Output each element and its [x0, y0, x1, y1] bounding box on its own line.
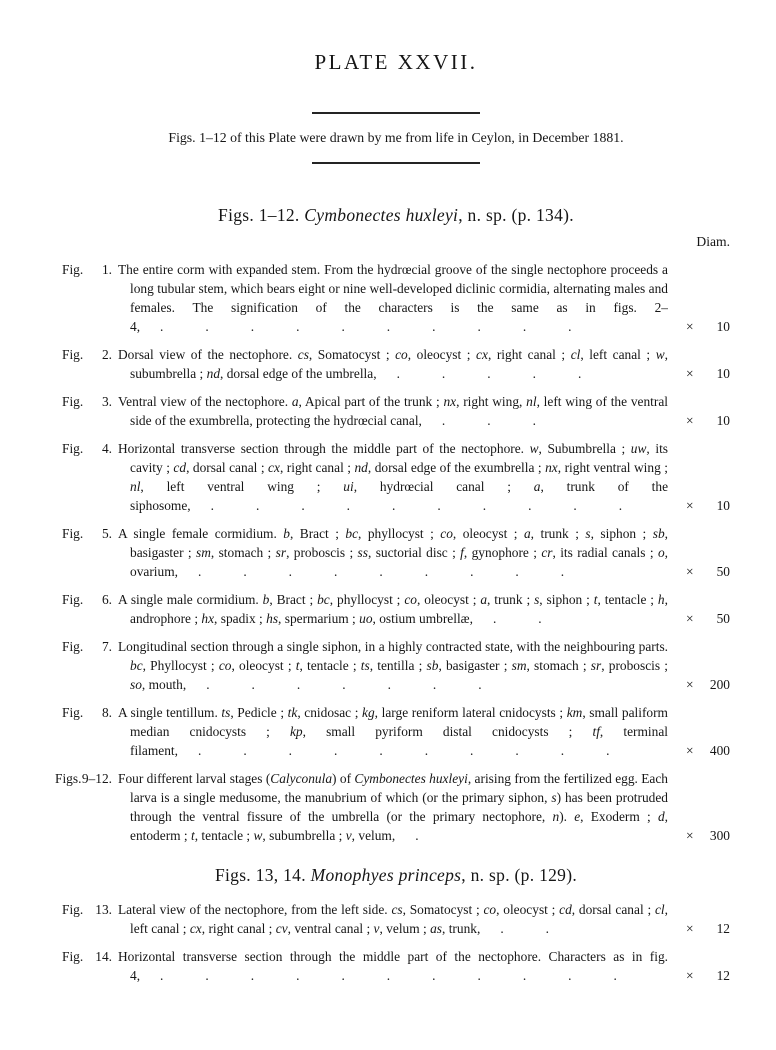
text-run: A single tentillum. — [118, 705, 222, 720]
text-run: , dorsal edge of the exumbrella ; — [367, 460, 546, 475]
entry-label-number: 7. — [101, 639, 112, 654]
entry-label-prefix: Fig. — [62, 639, 84, 654]
text-run: , ovarium, — [130, 545, 668, 579]
entry-label-number: 4. — [101, 441, 112, 456]
text-run: Ventral view of the nectophore. — [118, 394, 292, 409]
entry-label — [62, 524, 112, 543]
text-run: , n. sp. (p. 134). — [458, 205, 574, 225]
entry-label-prefix: Fig. — [62, 347, 84, 362]
text-run: ) has been protruded through the ventral fissure of the umbrella (or the primary nectophore, — [130, 790, 668, 824]
text-run: , dorsal edge of the umbrella, — [220, 366, 377, 381]
text-run: , dorsal canal ; — [186, 460, 269, 475]
diam-column-label: Diam. — [696, 234, 730, 249]
entry-label-number: 13. — [95, 902, 112, 917]
entry-label — [62, 637, 112, 656]
figure-entry — [62, 703, 730, 760]
italic-term: kp — [289, 724, 303, 739]
entry-label-prefix: Figs. — [55, 771, 82, 786]
entry-label-number: 9–12. — [81, 771, 112, 786]
magnification-value: 10 — [716, 319, 730, 334]
text-run: , right canal ; — [487, 347, 571, 362]
text-run: , phyllocyst ; — [329, 592, 405, 607]
text-run: , oleocyst ; — [407, 347, 477, 362]
multiply-sign: × — [686, 611, 694, 626]
italic-term: nx — [545, 460, 558, 475]
entry-description — [118, 900, 668, 938]
text-run: , trunk ; — [530, 526, 586, 541]
text-run: , stomach ; — [526, 658, 591, 673]
entry-label-number: 8. — [101, 705, 112, 720]
text-run: , Somatocyst ; — [402, 902, 484, 917]
entry-description — [118, 439, 668, 515]
magnification — [686, 919, 730, 938]
italic-term: bc — [345, 526, 359, 541]
text-run: , tentilla ; — [369, 658, 427, 673]
entry-label-prefix: Fig. — [62, 949, 84, 964]
entry-label-number: 6. — [101, 592, 112, 607]
italic-term: sr — [590, 658, 602, 673]
text-run: , arising from the fertilized egg. Each larva is a single medusome, the manubrium of which (or the primary siphon, — [130, 771, 668, 805]
multiply-sign: × — [686, 828, 694, 843]
text-run: , its radial canals ; — [552, 545, 658, 560]
leader-dots: ......... — [197, 564, 607, 579]
magnification — [686, 364, 730, 383]
entry-label — [62, 260, 112, 279]
figure-entry — [62, 392, 730, 430]
text-run: , right canal ; — [201, 921, 276, 936]
text-run: , proboscis ; — [601, 658, 668, 673]
text-run: , cnidosac ; — [297, 705, 363, 720]
text-run: , left canal ; — [130, 902, 668, 936]
multiply-sign: × — [686, 366, 694, 381]
entry-label-prefix: Fig. — [62, 592, 84, 607]
text-run: The entire corm with expanded stem. From the hydrœcial groove of the single nectophore proceeds a long tubular stem, which bears eight or nine well-developed diclinic cormidia, alternating males and females. The signification of the characters is the same as in figs. 2–4, — [118, 262, 668, 334]
text-run: , oleocyst ; — [416, 592, 481, 607]
italic-term: s — [551, 790, 557, 805]
italic-term: sm — [511, 658, 527, 673]
text-run: , right wing, — [456, 394, 527, 409]
magnification-value: 200 — [709, 677, 730, 692]
text-run: , proboscis ; — [286, 545, 358, 560]
italic-term: Calyconula — [270, 771, 333, 786]
text-run: , androphore ; — [130, 592, 668, 626]
italic-term: hx — [201, 611, 215, 626]
italic-term: as — [430, 921, 442, 936]
italic-term: ts — [221, 705, 231, 720]
text-run: , spermarium ; — [278, 611, 360, 626]
italic-term: co — [395, 347, 408, 362]
italic-term: t — [593, 592, 598, 607]
italic-term: Cymbonectes huxleyi — [304, 205, 459, 225]
text-run: , entoderm ; — [130, 809, 668, 843]
magnification — [686, 826, 730, 845]
divider-top — [312, 112, 480, 114]
entry-label-prefix: Fig. — [62, 441, 84, 456]
italic-term: a — [291, 394, 299, 409]
text-run: , siphon ; — [539, 592, 594, 607]
italic-term: cs — [297, 347, 309, 362]
italic-term: kg — [362, 705, 375, 720]
magnification-value: 10 — [716, 413, 730, 428]
text-run: , tentacle ; — [299, 658, 361, 673]
entry-label-number: 3. — [101, 394, 112, 409]
text-run: , oleocyst ; — [231, 658, 296, 673]
text-run: , right ventral wing ; — [557, 460, 668, 475]
italic-term: cd — [559, 902, 572, 917]
italic-term: w — [529, 441, 539, 456]
figure-entry — [55, 769, 730, 845]
italic-term: bc — [317, 592, 330, 607]
text-run: , spadix ; — [214, 611, 267, 626]
text-run: , oleocyst ; — [496, 902, 560, 917]
text-run: , tentacle ; — [597, 592, 658, 607]
italic-term: t — [295, 658, 300, 673]
text-run: , trunk of the siphosome, — [130, 479, 668, 513]
text-run: , Somatocyst ; — [308, 347, 396, 362]
text-run: , Bract ; — [289, 526, 346, 541]
text-run: Horizontal transverse section through the middle part of the nectophore. — [118, 441, 530, 456]
text-run: , suctorial disc ; — [367, 545, 461, 560]
text-run: , basigaster ; — [438, 658, 512, 673]
entry-description — [118, 392, 668, 430]
entry-label — [55, 769, 112, 788]
text-run: Four different larval stages ( — [118, 771, 271, 786]
italic-term: nl — [130, 479, 141, 494]
entry-label-prefix: Fig. — [62, 902, 84, 917]
italic-term: cv — [275, 921, 288, 936]
italic-term: v — [373, 921, 380, 936]
multiply-sign: × — [686, 743, 694, 758]
figure-section — [62, 863, 730, 985]
italic-term: bc — [130, 658, 143, 673]
magnification — [686, 317, 730, 336]
text-run: , phyllocyst ; — [358, 526, 441, 541]
text-run: , stomach ; — [210, 545, 276, 560]
italic-term: s — [585, 526, 591, 541]
text-run: , dorsal canal ; — [571, 902, 655, 917]
italic-term: so — [130, 677, 142, 692]
leader-dots: .......... — [160, 319, 614, 334]
italic-term: sb — [426, 658, 439, 673]
text-run: , n. sp. (p. 129). — [461, 865, 578, 885]
figure-entry — [62, 345, 730, 383]
italic-term: tk — [287, 705, 298, 720]
text-run: ) of — [332, 771, 355, 786]
magnification — [686, 411, 730, 430]
italic-term: t — [190, 828, 195, 843]
magnification-value: 10 — [716, 498, 730, 513]
multiply-sign: × — [686, 498, 694, 513]
magnification — [686, 966, 730, 985]
text-run: , Pedicle ; — [230, 705, 288, 720]
italic-term: nx — [443, 394, 457, 409]
text-run: , large reniform lateral cnidocysts ; — [374, 705, 567, 720]
italic-term: n — [552, 809, 560, 824]
italic-term: sr — [275, 545, 287, 560]
text-run: , trunk ; — [487, 592, 535, 607]
entry-label-prefix: Fig. — [62, 262, 84, 277]
text-run: Horizontal transverse section through the middle part of the nectophore. Characters as in fig. 4, — [118, 949, 668, 983]
italic-term: sm — [195, 545, 211, 560]
text-run: , ostium umbrellæ, — [372, 611, 473, 626]
italic-term: w — [253, 828, 263, 843]
text-run: , mouth, — [141, 677, 187, 692]
text-run: , subumbrella ; — [130, 347, 668, 381]
entry-description — [118, 260, 668, 336]
entry-label — [62, 345, 112, 364]
magnification — [686, 496, 730, 515]
entry-label — [62, 439, 112, 458]
magnification — [686, 741, 730, 760]
italic-term: cx — [476, 347, 488, 362]
italic-term: d — [657, 809, 665, 824]
italic-term: w — [655, 347, 665, 362]
text-run: , Bract ; — [269, 592, 318, 607]
magnification-value: 12 — [716, 968, 730, 983]
entry-label — [62, 392, 112, 411]
text-run: Figs. 13, 14. — [214, 865, 311, 885]
text-run: , left ventral wing ; — [140, 479, 344, 494]
italic-term: nl — [526, 394, 537, 409]
leader-dots: .......... — [210, 498, 665, 513]
multiply-sign: × — [686, 968, 694, 983]
text-run: Dorsal view of the nectophore. — [118, 347, 298, 362]
text-run: , left canal ; — [580, 347, 656, 362]
text-run: , Phyllocyst ; — [142, 658, 219, 673]
leader-dots: ........... — [160, 968, 659, 983]
italic-term: a — [533, 479, 541, 494]
text-run: , velum ; — [379, 921, 431, 936]
italic-term: h — [657, 592, 665, 607]
figure-entry — [62, 439, 730, 515]
italic-term: uw — [630, 441, 647, 456]
text-run: , siphon ; — [590, 526, 653, 541]
entry-label — [62, 947, 112, 966]
leader-dots: .. — [492, 611, 584, 626]
text-run: , hydrœcial canal ; — [353, 479, 534, 494]
entry-label-number: 14. — [95, 949, 112, 964]
multiply-sign: × — [686, 564, 694, 579]
text-run: Longitudinal section through a single siphon, in a highly contracted state, with the neighbouring parts. — [118, 639, 668, 654]
text-run: , Subumbrella ; — [538, 441, 631, 456]
figure-section — [55, 203, 730, 845]
italic-term: co — [483, 902, 497, 917]
text-run: , tentacle ; — [194, 828, 254, 843]
text-run: ). — [559, 809, 575, 824]
figure-entry — [62, 260, 730, 336]
text-run: , Exoderm ; — [580, 809, 658, 824]
magnification — [686, 675, 730, 694]
italic-term: v — [345, 828, 352, 843]
italic-term: ss — [357, 545, 368, 560]
italic-term: cs — [391, 902, 403, 917]
entry-label-prefix: Fig. — [62, 705, 84, 720]
figure-entry — [62, 590, 730, 628]
italic-term: km — [566, 705, 583, 720]
entry-label-number: 1. — [101, 262, 112, 277]
italic-term: o — [657, 545, 665, 560]
figure-entry — [62, 524, 730, 581]
italic-term: co — [440, 526, 453, 541]
italic-term: ts — [360, 658, 370, 673]
text-run: , ventral canal ; — [287, 921, 374, 936]
italic-term: uo — [359, 611, 373, 626]
text-run: , gynophore ; — [463, 545, 542, 560]
text-run: , right canal ; — [279, 460, 355, 475]
italic-term: cx — [268, 460, 280, 475]
italic-term: b — [283, 526, 290, 541]
italic-term: cx — [189, 921, 202, 936]
multiply-sign: × — [686, 677, 694, 692]
magnification — [686, 609, 730, 628]
text-run: , basigaster ; — [130, 526, 668, 560]
text-run: , left wing of the ventral side of the exumbrella, protecting the hydrœcial canal, — [130, 394, 668, 428]
text-run: , small paliform median cnidocysts ; — [130, 705, 668, 739]
entry-description — [118, 947, 668, 985]
text-run: , Apical part of the trunk ; — [298, 394, 444, 409]
multiply-sign: × — [686, 319, 694, 334]
entry-description — [118, 345, 668, 383]
divider-bottom — [312, 162, 480, 164]
figure-sections — [55, 203, 730, 985]
italic-term: cr — [541, 545, 553, 560]
leader-dots: . — [415, 828, 461, 843]
section-heading — [62, 203, 730, 227]
figure-entry — [62, 900, 730, 938]
magnification-value: 50 — [716, 564, 730, 579]
entry-description — [118, 590, 668, 628]
text-run: , velum, — [351, 828, 396, 843]
text-run: Figs. 1–12. — [218, 205, 305, 225]
entry-label-prefix: Fig. — [62, 394, 84, 409]
entry-label-number: 2. — [101, 347, 112, 362]
multiply-sign: × — [686, 921, 694, 936]
leader-dots: ....... — [206, 677, 524, 692]
magnification-value: 50 — [716, 611, 730, 626]
italic-term: tf — [592, 724, 600, 739]
italic-term: cl — [570, 347, 581, 362]
magnification-value: 300 — [709, 828, 730, 843]
italic-term: a — [480, 592, 488, 607]
entry-description — [118, 637, 668, 694]
magnification-value: 12 — [716, 921, 730, 936]
italic-term: nd — [354, 460, 368, 475]
italic-term: cd — [173, 460, 187, 475]
italic-term: sb — [652, 526, 665, 541]
italic-term: Monophyes princeps — [310, 865, 462, 885]
italic-term: ui — [343, 479, 354, 494]
figure-entry — [62, 947, 730, 985]
text-run: , subumbrella ; — [262, 828, 346, 843]
figure-entry — [62, 637, 730, 694]
text-run: , terminal filament, — [130, 724, 668, 758]
italic-term: a — [523, 526, 531, 541]
italic-term: nd — [206, 366, 221, 381]
section-heading — [62, 863, 730, 887]
multiply-sign: × — [686, 413, 694, 428]
text-run: , trunk, — [442, 921, 481, 936]
magnification-value: 10 — [716, 366, 730, 381]
provenance-note: Figs. 1–12 of this Plate were drawn by me from life in Ceylon, in December 1881. — [168, 130, 624, 145]
text-run: , oleocyst ; — [452, 526, 524, 541]
plate-title: PLATE XXVII. — [314, 50, 478, 74]
entry-label — [62, 900, 112, 919]
entry-description — [118, 703, 668, 760]
entry-label — [62, 703, 112, 722]
entry-description — [118, 524, 668, 581]
entry-label-number: 5. — [101, 526, 112, 541]
italic-term: co — [404, 592, 417, 607]
entry-label — [62, 590, 112, 609]
leader-dots: ... — [441, 413, 578, 428]
italic-term: b — [262, 592, 270, 607]
italic-term: Cymbonectes huxleyi — [354, 771, 468, 786]
leader-dots: .......... — [197, 743, 652, 758]
italic-term: cl — [654, 902, 665, 917]
text-run: , its cavity ; — [130, 441, 668, 475]
entry-description — [118, 769, 668, 845]
magnification-value: 400 — [709, 743, 730, 758]
italic-term: hs — [266, 611, 279, 626]
leader-dots: ..... — [396, 366, 624, 381]
magnification — [686, 562, 730, 581]
text-run: A single male cormidium. — [118, 592, 263, 607]
text-run: , small pyriform distal cnidocysts ; — [302, 724, 593, 739]
entry-label-prefix: Fig. — [62, 526, 84, 541]
italic-term: f — [460, 545, 464, 560]
leader-dots: .. — [500, 921, 592, 936]
text-run: Lateral view of the nectophore, from the left side. — [118, 902, 392, 917]
italic-term: e — [574, 809, 581, 824]
italic-term: s — [534, 592, 540, 607]
italic-term: co — [218, 658, 232, 673]
text-run: A single female cormidium. — [118, 526, 284, 541]
